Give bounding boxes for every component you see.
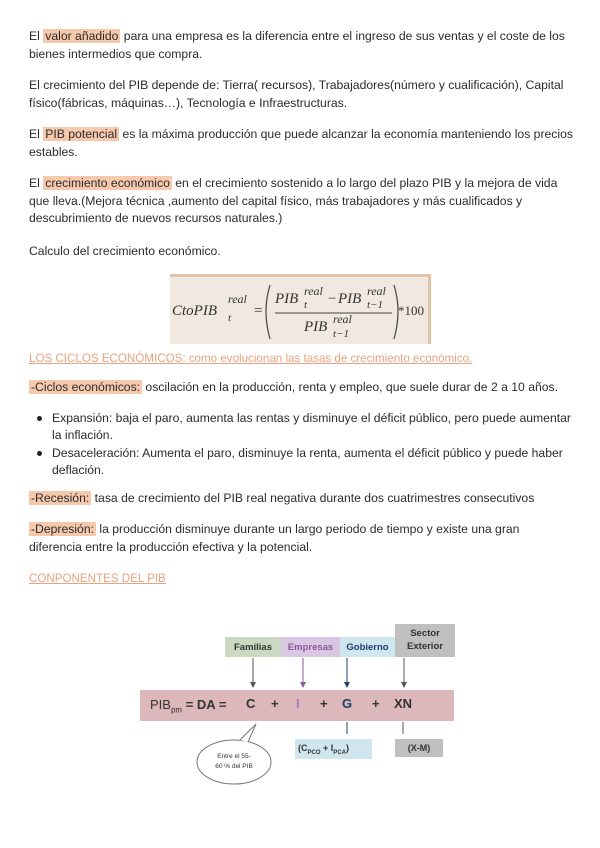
highlight-recesion: -Recesión:: [31, 491, 90, 505]
plus-1: +: [271, 696, 279, 711]
g-label: G: [342, 696, 353, 711]
pib-label: [150, 697, 226, 715]
formula-num-a-sup: real: [304, 284, 323, 298]
g-detail-a: (C: [298, 743, 308, 753]
g-detail-sub2: PCA: [333, 749, 346, 756]
bubble-line1: Entre el 55-: [217, 753, 251, 760]
formula-sup: real: [228, 292, 247, 306]
bubble-line2: 60 % del PIB: [215, 763, 253, 770]
xn-label: XN: [394, 696, 413, 711]
section-ciclos-link[interactable]: [29, 350, 574, 368]
g-detail-c: ): [345, 743, 349, 753]
cycle-phases-list: [29, 410, 574, 480]
formula-minus: −: [328, 291, 337, 307]
text: es la máxima producción que puede alcanzar la economía manteniendo los precios estables.: [29, 127, 573, 159]
growth-formula: [170, 274, 431, 344]
text: tasa de crecimiento del PIB real negativa durante dos cuatrimestres consecutivos: [91, 491, 535, 505]
paragraph-recesion: [29, 490, 574, 508]
g-detail-sub1: PCO: [307, 749, 321, 756]
exterior-label: Exterior: [407, 641, 443, 652]
formula-sub-t: t: [228, 312, 232, 324]
familias-label: Familias: [233, 642, 273, 653]
list-item: Desaceleración: Aumenta el paro, disminuye la renta, aumenta el déficit público y puede haber deflación.: [29, 445, 574, 479]
g-detail-b: + I: [320, 743, 334, 753]
highlight-depresion: -Depresión:: [31, 522, 94, 536]
text: oscilación en la producción, renta y empleo, que suele durar de 2 a 10 años.: [142, 380, 559, 394]
highlight-ciclos: -Ciclos económicos:: [31, 380, 141, 394]
pib-components-diagram: [140, 620, 460, 790]
plus-2: +: [320, 696, 328, 711]
formula-num-b-sup: real: [367, 284, 386, 298]
paragraph-crecimiento-economico: [29, 175, 574, 228]
paragraph-ciclos: [29, 379, 574, 397]
highlight-crecimiento-economico: crecimiento económico: [45, 176, 170, 190]
formula-num-a-sub: t: [304, 299, 308, 311]
formula-lhs: CtoPIB: [172, 303, 217, 319]
text: en el crecimiento sostenido a lo largo del plazo PIB y la mejora de vida que lleva.(Mejora técnica ,aumento del capital físico, más trabajadores y más cualificados y descubrimiento de nuevos recursos naturales.): [29, 176, 558, 225]
formula-den-sup: real: [333, 312, 352, 326]
paragraph-crecimiento-pib: El crecimiento del PIB depende de: Tierra( recursos), Trabajadores(número y cualificación), Capital físico(fábricas, máquinas…), Tecnología e Infraestructuras.: [29, 78, 564, 110]
formula-eq: =: [254, 303, 263, 319]
paragraph-depresion: [29, 521, 574, 556]
text: la producción disminuye durante un largo periodo de tiempo y existe una gran diferencia entre la producción efectiva y la potencial.: [29, 522, 520, 554]
gobierno-label: Gobierno: [346, 642, 389, 653]
highlight-valor-anadido: valor añadido: [45, 29, 119, 43]
empresas-label: Empresas: [287, 642, 334, 653]
text: El: [29, 176, 44, 190]
formula-times100: *100: [398, 303, 424, 318]
c-label: C: [246, 696, 256, 711]
paragraph-calculo: Calculo del crecimiento económico.: [29, 244, 221, 258]
xm-label: (X-M): [407, 743, 431, 753]
formula-num-a: PIB: [275, 291, 299, 307]
pib-text: PIB: [150, 697, 171, 712]
text: para una empresa es la diferencia entre el ingreso de sus ventas y el coste de los bienes intermedios que compra.: [29, 29, 565, 61]
text: El: [29, 29, 44, 43]
formula-den-sub: t−1: [333, 328, 349, 340]
da-eq: = DA =: [185, 697, 227, 712]
link-text[interactable]: LOS CICLOS ECONÓMICOS: como evolucionan las tasas de crecimiento económico.: [29, 352, 473, 365]
plus-3: +: [372, 696, 380, 711]
list-item: Expansión: baja el paro, aumenta las rentas y disminuye el déficit público, pero puede aumentar la inflación.: [29, 410, 574, 444]
formula-num-b: PIB: [338, 291, 362, 307]
pib-sub: pm: [170, 705, 183, 715]
g-detail: [298, 743, 349, 756]
paragraph-valor-anadido: [29, 28, 574, 63]
highlight-pib-potencial: PIB potencial: [45, 127, 118, 141]
paragraph-pib-potencial: [29, 126, 574, 161]
formula-num-b-sub: t−1: [367, 299, 383, 311]
sector-label: Sector: [410, 628, 440, 639]
section-componentes-link[interactable]: [29, 570, 574, 588]
text: El: [29, 127, 44, 141]
formula-den: PIB: [304, 319, 328, 335]
i-label: I: [296, 696, 300, 711]
link-text[interactable]: CONPONENTES DEL PIB: [29, 572, 166, 585]
